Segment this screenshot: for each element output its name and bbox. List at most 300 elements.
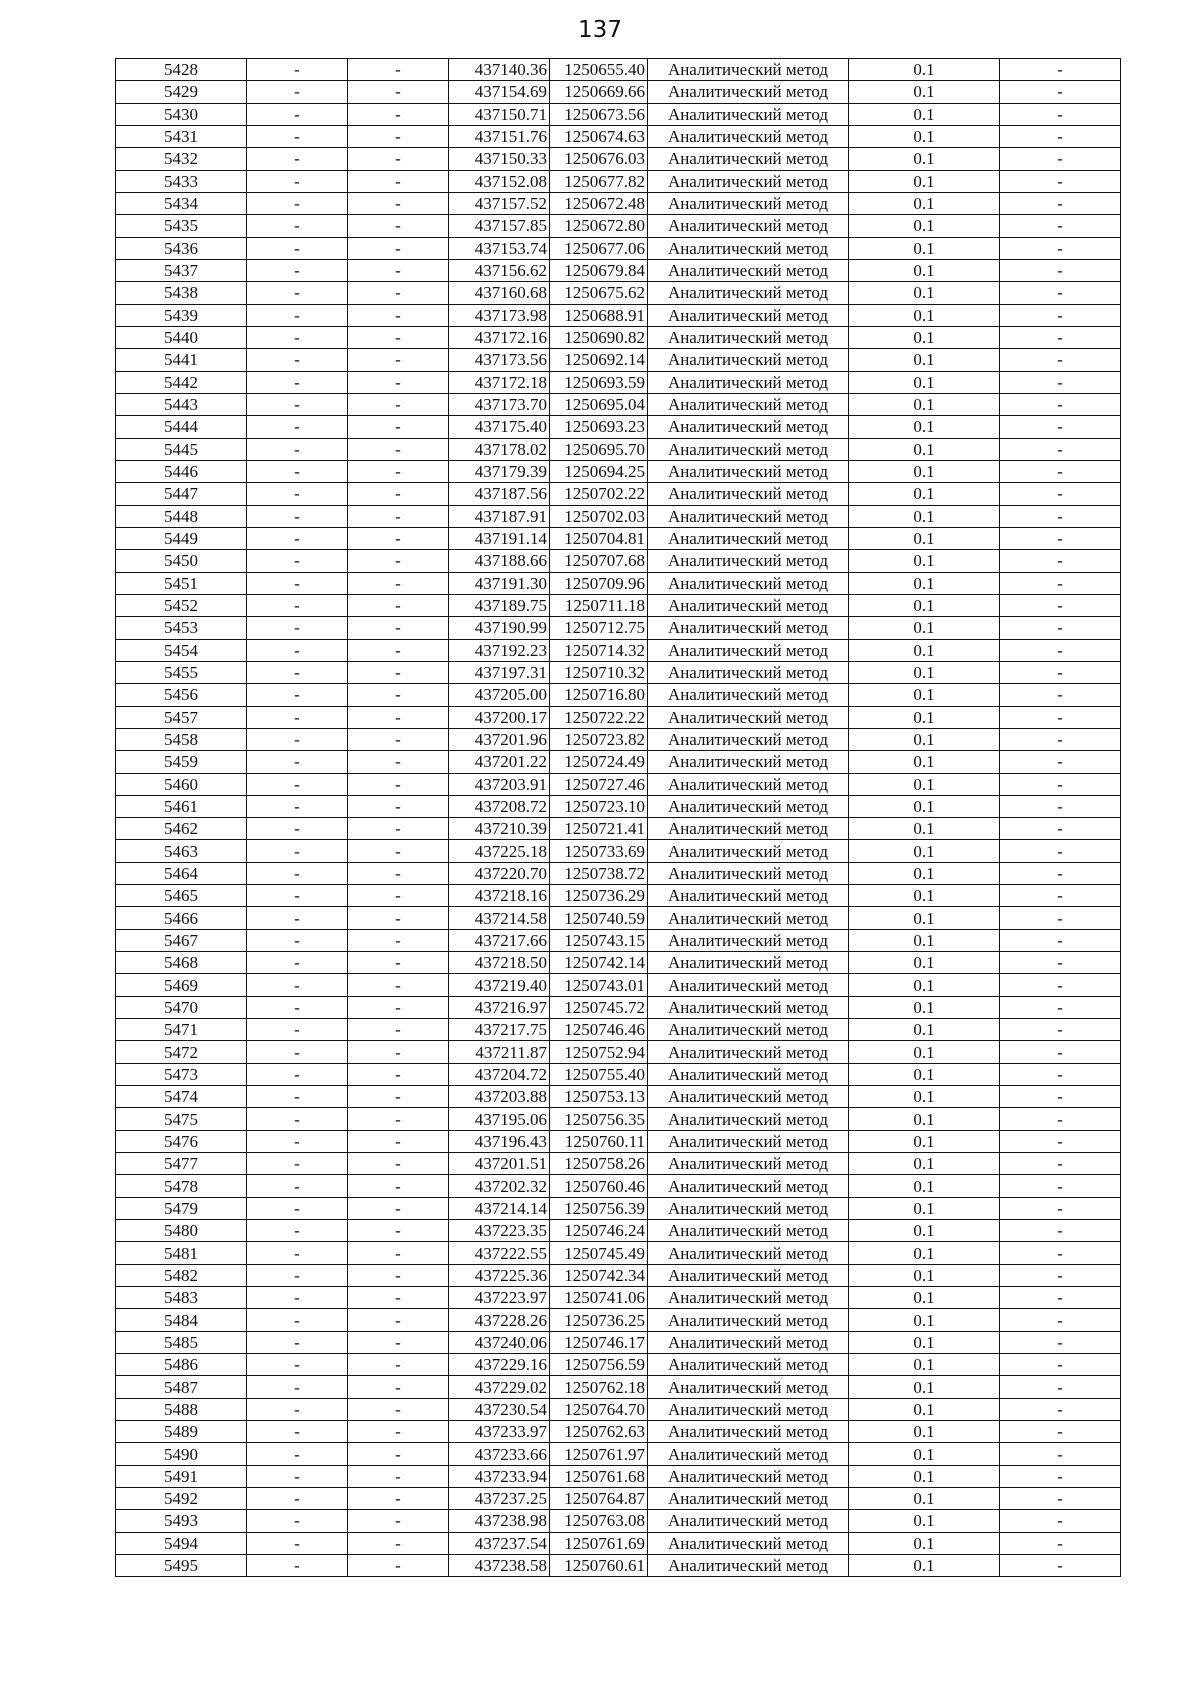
- y-coordinate-cell: 1250746.46: [550, 1019, 648, 1041]
- dash-cell: -: [1000, 170, 1121, 192]
- point-number-cell: 5438: [116, 282, 247, 304]
- accuracy-cell: 0.1: [849, 1264, 1000, 1286]
- point-number-cell: 5466: [116, 907, 247, 929]
- point-number-cell: 5434: [116, 192, 247, 214]
- dash-cell: -: [348, 550, 449, 572]
- dash-cell: -: [348, 215, 449, 237]
- method-cell: Аналитический метод: [648, 237, 849, 259]
- y-coordinate-cell: 1250760.11: [550, 1130, 648, 1152]
- dash-cell: -: [348, 1554, 449, 1576]
- dash-cell: -: [247, 304, 348, 326]
- method-cell: Аналитический метод: [648, 1554, 849, 1576]
- x-coordinate-cell: 437151.76: [449, 125, 550, 147]
- dash-cell: -: [247, 617, 348, 639]
- dash-cell: -: [348, 1242, 449, 1264]
- x-coordinate-cell: 437228.26: [449, 1309, 550, 1331]
- point-number-cell: 5450: [116, 550, 247, 572]
- dash-cell: -: [1000, 1019, 1121, 1041]
- table-row: [116, 1510, 1121, 1532]
- x-coordinate-cell: 437150.71: [449, 103, 550, 125]
- dash-cell: -: [348, 1175, 449, 1197]
- method-cell: Аналитический метод: [648, 661, 849, 683]
- method-cell: Аналитический метод: [648, 148, 849, 170]
- dash-cell: -: [348, 1041, 449, 1063]
- dash-cell: -: [348, 684, 449, 706]
- accuracy-cell: 0.1: [849, 572, 1000, 594]
- accuracy-cell: 0.1: [849, 885, 1000, 907]
- y-coordinate-cell: 1250675.62: [550, 282, 648, 304]
- accuracy-cell: 0.1: [849, 550, 1000, 572]
- dash-cell: -: [348, 974, 449, 996]
- method-cell: Аналитический метод: [648, 1264, 849, 1286]
- method-cell: Аналитический метод: [648, 617, 849, 639]
- dash-cell: -: [348, 1287, 449, 1309]
- dash-cell: -: [247, 1331, 348, 1353]
- table-row: [116, 1086, 1121, 1108]
- x-coordinate-cell: 437187.91: [449, 505, 550, 527]
- dash-cell: -: [247, 818, 348, 840]
- point-number-cell: 5472: [116, 1041, 247, 1063]
- table-row: [116, 1197, 1121, 1219]
- accuracy-cell: 0.1: [849, 1019, 1000, 1041]
- accuracy-cell: 0.1: [849, 1197, 1000, 1219]
- y-coordinate-cell: 1250753.13: [550, 1086, 648, 1108]
- x-coordinate-cell: 437178.02: [449, 438, 550, 460]
- y-coordinate-cell: 1250655.40: [550, 59, 648, 81]
- x-coordinate-cell: 437202.32: [449, 1175, 550, 1197]
- dash-cell: -: [348, 438, 449, 460]
- dash-cell: -: [348, 1019, 449, 1041]
- table-row: [116, 460, 1121, 482]
- dash-cell: -: [247, 661, 348, 683]
- point-number-cell: 5477: [116, 1153, 247, 1175]
- point-number-cell: 5442: [116, 371, 247, 393]
- dash-cell: -: [247, 684, 348, 706]
- dash-cell: -: [247, 773, 348, 795]
- point-number-cell: 5480: [116, 1220, 247, 1242]
- x-coordinate-cell: 437219.40: [449, 974, 550, 996]
- point-number-cell: 5458: [116, 728, 247, 750]
- method-cell: Аналитический метод: [648, 1488, 849, 1510]
- method-cell: Аналитический метод: [648, 81, 849, 103]
- dash-cell: -: [247, 952, 348, 974]
- accuracy-cell: 0.1: [849, 460, 1000, 482]
- dash-cell: -: [247, 974, 348, 996]
- dash-cell: -: [1000, 1398, 1121, 1420]
- method-cell: Аналитический метод: [648, 416, 849, 438]
- accuracy-cell: 0.1: [849, 684, 1000, 706]
- dash-cell: -: [247, 192, 348, 214]
- table-row: [116, 907, 1121, 929]
- y-coordinate-cell: 1250721.41: [550, 818, 648, 840]
- x-coordinate-cell: 437191.14: [449, 527, 550, 549]
- x-coordinate-cell: 437230.54: [449, 1398, 550, 1420]
- method-cell: Аналитический метод: [648, 1019, 849, 1041]
- dash-cell: -: [247, 1376, 348, 1398]
- dash-cell: -: [348, 170, 449, 192]
- y-coordinate-cell: 1250702.03: [550, 505, 648, 527]
- dash-cell: -: [348, 1376, 449, 1398]
- accuracy-cell: 0.1: [849, 527, 1000, 549]
- y-coordinate-cell: 1250756.39: [550, 1197, 648, 1219]
- method-cell: Аналитический метод: [648, 1354, 849, 1376]
- table-row: [116, 1242, 1121, 1264]
- dash-cell: -: [247, 840, 348, 862]
- method-cell: Аналитический метод: [648, 795, 849, 817]
- dash-cell: -: [247, 728, 348, 750]
- table-row: [116, 527, 1121, 549]
- dash-cell: -: [1000, 1376, 1121, 1398]
- point-number-cell: 5452: [116, 594, 247, 616]
- dash-cell: -: [1000, 1465, 1121, 1487]
- dash-cell: -: [348, 1197, 449, 1219]
- dash-cell: -: [247, 1175, 348, 1197]
- dash-cell: -: [348, 862, 449, 884]
- dash-cell: -: [348, 483, 449, 505]
- accuracy-cell: 0.1: [849, 1309, 1000, 1331]
- y-coordinate-cell: 1250733.69: [550, 840, 648, 862]
- y-coordinate-cell: 1250724.49: [550, 751, 648, 773]
- dash-cell: -: [1000, 1510, 1121, 1532]
- point-number-cell: 5454: [116, 639, 247, 661]
- accuracy-cell: 0.1: [849, 974, 1000, 996]
- point-number-cell: 5448: [116, 505, 247, 527]
- y-coordinate-cell: 1250674.63: [550, 125, 648, 147]
- method-cell: Аналитический метод: [648, 1376, 849, 1398]
- point-number-cell: 5453: [116, 617, 247, 639]
- method-cell: Аналитический метод: [648, 304, 849, 326]
- dash-cell: -: [1000, 862, 1121, 884]
- table-row: [116, 1354, 1121, 1376]
- y-coordinate-cell: 1250738.72: [550, 862, 648, 884]
- dash-cell: -: [247, 1220, 348, 1242]
- dash-cell: -: [348, 1130, 449, 1152]
- dash-cell: -: [1000, 1041, 1121, 1063]
- y-coordinate-cell: 1250755.40: [550, 1063, 648, 1085]
- table-row: [116, 282, 1121, 304]
- accuracy-cell: 0.1: [849, 1331, 1000, 1353]
- point-number-cell: 5489: [116, 1421, 247, 1443]
- accuracy-cell: 0.1: [849, 483, 1000, 505]
- y-coordinate-cell: 1250760.46: [550, 1175, 648, 1197]
- y-coordinate-cell: 1250695.04: [550, 393, 648, 415]
- dash-cell: -: [1000, 416, 1121, 438]
- dash-cell: -: [348, 59, 449, 81]
- point-number-cell: 5484: [116, 1309, 247, 1331]
- y-coordinate-cell: 1250764.87: [550, 1488, 648, 1510]
- y-coordinate-cell: 1250693.59: [550, 371, 648, 393]
- dash-cell: -: [1000, 505, 1121, 527]
- y-coordinate-cell: 1250722.22: [550, 706, 648, 728]
- method-cell: Аналитический метод: [648, 1443, 849, 1465]
- method-cell: Аналитический метод: [648, 438, 849, 460]
- point-number-cell: 5487: [116, 1376, 247, 1398]
- y-coordinate-cell: 1250677.82: [550, 170, 648, 192]
- dash-cell: -: [1000, 639, 1121, 661]
- x-coordinate-cell: 437240.06: [449, 1331, 550, 1353]
- x-coordinate-cell: 437172.18: [449, 371, 550, 393]
- dash-cell: -: [348, 1086, 449, 1108]
- dash-cell: -: [1000, 1354, 1121, 1376]
- dash-cell: -: [348, 996, 449, 1018]
- method-cell: Аналитический метод: [648, 1175, 849, 1197]
- accuracy-cell: 0.1: [849, 1488, 1000, 1510]
- dash-cell: -: [348, 907, 449, 929]
- dash-cell: -: [247, 1242, 348, 1264]
- x-coordinate-cell: 437140.36: [449, 59, 550, 81]
- table-row: [116, 170, 1121, 192]
- table-row: [116, 594, 1121, 616]
- table-row: [116, 393, 1121, 415]
- table-row: [116, 617, 1121, 639]
- accuracy-cell: 0.1: [849, 1153, 1000, 1175]
- dash-cell: -: [247, 103, 348, 125]
- method-cell: Аналитический метод: [648, 59, 849, 81]
- x-coordinate-cell: 437229.16: [449, 1354, 550, 1376]
- table-row: [116, 1443, 1121, 1465]
- dash-cell: -: [247, 1554, 348, 1576]
- point-number-cell: 5445: [116, 438, 247, 460]
- dash-cell: -: [348, 1443, 449, 1465]
- dash-cell: -: [247, 483, 348, 505]
- accuracy-cell: 0.1: [849, 639, 1000, 661]
- table-row: [116, 349, 1121, 371]
- x-coordinate-cell: 437203.88: [449, 1086, 550, 1108]
- x-coordinate-cell: 437217.66: [449, 929, 550, 951]
- dash-cell: -: [1000, 751, 1121, 773]
- accuracy-cell: 0.1: [849, 282, 1000, 304]
- accuracy-cell: 0.1: [849, 1108, 1000, 1130]
- dash-cell: -: [348, 728, 449, 750]
- point-number-cell: 5465: [116, 885, 247, 907]
- dash-cell: -: [1000, 728, 1121, 750]
- method-cell: Аналитический метод: [648, 282, 849, 304]
- table-row: [116, 1130, 1121, 1152]
- table-row: [116, 1376, 1121, 1398]
- table-row: [116, 996, 1121, 1018]
- point-number-cell: 5492: [116, 1488, 247, 1510]
- x-coordinate-cell: 437217.75: [449, 1019, 550, 1041]
- table-row: [116, 1331, 1121, 1353]
- method-cell: Аналитический метод: [648, 1331, 849, 1353]
- method-cell: Аналитический метод: [648, 259, 849, 281]
- y-coordinate-cell: 1250673.56: [550, 103, 648, 125]
- dash-cell: -: [348, 885, 449, 907]
- dash-cell: -: [247, 1197, 348, 1219]
- method-cell: Аналитический метод: [648, 728, 849, 750]
- table-row: [116, 371, 1121, 393]
- page-number: 137: [578, 17, 622, 43]
- table-row: [116, 1421, 1121, 1443]
- dash-cell: -: [1000, 81, 1121, 103]
- dash-cell: -: [348, 818, 449, 840]
- dash-cell: -: [1000, 527, 1121, 549]
- dash-cell: -: [247, 885, 348, 907]
- method-cell: Аналитический метод: [648, 1041, 849, 1063]
- x-coordinate-cell: 437189.75: [449, 594, 550, 616]
- x-coordinate-cell: 437223.35: [449, 1220, 550, 1242]
- y-coordinate-cell: 1250752.94: [550, 1041, 648, 1063]
- dash-cell: -: [1000, 125, 1121, 147]
- dash-cell: -: [1000, 661, 1121, 683]
- dash-cell: -: [1000, 460, 1121, 482]
- point-number-cell: 5441: [116, 349, 247, 371]
- dash-cell: -: [348, 706, 449, 728]
- accuracy-cell: 0.1: [849, 862, 1000, 884]
- table-row: [116, 1554, 1121, 1576]
- accuracy-cell: 0.1: [849, 81, 1000, 103]
- point-number-cell: 5493: [116, 1510, 247, 1532]
- dash-cell: -: [348, 304, 449, 326]
- x-coordinate-cell: 437196.43: [449, 1130, 550, 1152]
- x-coordinate-cell: 437190.99: [449, 617, 550, 639]
- method-cell: Аналитический метод: [648, 907, 849, 929]
- accuracy-cell: 0.1: [849, 1242, 1000, 1264]
- accuracy-cell: 0.1: [849, 907, 1000, 929]
- table-row: [116, 1153, 1121, 1175]
- point-number-cell: 5449: [116, 527, 247, 549]
- dash-cell: -: [1000, 1264, 1121, 1286]
- dash-cell: -: [247, 1510, 348, 1532]
- method-cell: Аналитический метод: [648, 1421, 849, 1443]
- accuracy-cell: 0.1: [849, 1063, 1000, 1085]
- table-row: [116, 416, 1121, 438]
- y-coordinate-cell: 1250741.06: [550, 1287, 648, 1309]
- point-number-cell: 5470: [116, 996, 247, 1018]
- dash-cell: -: [348, 81, 449, 103]
- dash-cell: -: [1000, 929, 1121, 951]
- dash-cell: -: [1000, 349, 1121, 371]
- accuracy-cell: 0.1: [849, 1220, 1000, 1242]
- dash-cell: -: [1000, 59, 1121, 81]
- y-coordinate-cell: 1250723.82: [550, 728, 648, 750]
- dash-cell: -: [348, 639, 449, 661]
- x-coordinate-cell: 437197.31: [449, 661, 550, 683]
- x-coordinate-cell: 437225.36: [449, 1264, 550, 1286]
- y-coordinate-cell: 1250694.25: [550, 460, 648, 482]
- point-number-cell: 5440: [116, 326, 247, 348]
- point-number-cell: 5464: [116, 862, 247, 884]
- method-cell: Аналитический метод: [648, 1242, 849, 1264]
- dash-cell: -: [247, 594, 348, 616]
- y-coordinate-cell: 1250763.08: [550, 1510, 648, 1532]
- y-coordinate-cell: 1250736.29: [550, 885, 648, 907]
- table-row: [116, 59, 1121, 81]
- x-coordinate-cell: 437201.96: [449, 728, 550, 750]
- method-cell: Аналитический метод: [648, 929, 849, 951]
- table-row: [116, 1264, 1121, 1286]
- method-cell: Аналитический метод: [648, 996, 849, 1018]
- point-number-cell: 5473: [116, 1063, 247, 1085]
- method-cell: Аналитический метод: [648, 1510, 849, 1532]
- dash-cell: -: [247, 125, 348, 147]
- accuracy-cell: 0.1: [849, 349, 1000, 371]
- method-cell: Аналитический метод: [648, 773, 849, 795]
- point-number-cell: 5490: [116, 1443, 247, 1465]
- dash-cell: -: [348, 617, 449, 639]
- table-row: [116, 751, 1121, 773]
- dash-cell: -: [348, 1331, 449, 1353]
- dash-cell: -: [1000, 1153, 1121, 1175]
- dash-cell: -: [1000, 684, 1121, 706]
- accuracy-cell: 0.1: [849, 773, 1000, 795]
- point-number-cell: 5476: [116, 1130, 247, 1152]
- dash-cell: -: [1000, 259, 1121, 281]
- method-cell: Аналитический метод: [648, 1086, 849, 1108]
- table-row: [116, 840, 1121, 862]
- accuracy-cell: 0.1: [849, 170, 1000, 192]
- x-coordinate-cell: 437233.66: [449, 1443, 550, 1465]
- x-coordinate-cell: 437156.62: [449, 259, 550, 281]
- table-row: [116, 728, 1121, 750]
- method-cell: Аналитический метод: [648, 192, 849, 214]
- accuracy-cell: 0.1: [849, 393, 1000, 415]
- dash-cell: -: [247, 929, 348, 951]
- accuracy-cell: 0.1: [849, 416, 1000, 438]
- y-coordinate-cell: 1250676.03: [550, 148, 648, 170]
- dash-cell: -: [1000, 483, 1121, 505]
- point-number-cell: 5436: [116, 237, 247, 259]
- point-number-cell: 5459: [116, 751, 247, 773]
- dash-cell: -: [348, 1220, 449, 1242]
- x-coordinate-cell: 437216.97: [449, 996, 550, 1018]
- dash-cell: -: [348, 929, 449, 951]
- accuracy-cell: 0.1: [849, 505, 1000, 527]
- dash-cell: -: [247, 237, 348, 259]
- x-coordinate-cell: 437152.08: [449, 170, 550, 192]
- dash-cell: -: [348, 1398, 449, 1420]
- table-row: [116, 326, 1121, 348]
- method-cell: Аналитический метод: [648, 103, 849, 125]
- y-coordinate-cell: 1250743.01: [550, 974, 648, 996]
- x-coordinate-cell: 437154.69: [449, 81, 550, 103]
- x-coordinate-cell: 437223.97: [449, 1287, 550, 1309]
- dash-cell: -: [348, 795, 449, 817]
- table-row: [116, 192, 1121, 214]
- table-row: [116, 1398, 1121, 1420]
- table-row: [116, 1309, 1121, 1331]
- x-coordinate-cell: 437238.98: [449, 1510, 550, 1532]
- dash-cell: -: [1000, 594, 1121, 616]
- dash-cell: -: [348, 840, 449, 862]
- accuracy-cell: 0.1: [849, 1086, 1000, 1108]
- dash-cell: -: [1000, 326, 1121, 348]
- table-row: [116, 125, 1121, 147]
- dash-cell: -: [247, 1309, 348, 1331]
- table-row: [116, 1532, 1121, 1554]
- y-coordinate-cell: 1250727.46: [550, 773, 648, 795]
- y-coordinate-cell: 1250740.59: [550, 907, 648, 929]
- y-coordinate-cell: 1250716.80: [550, 684, 648, 706]
- dash-cell: -: [247, 1421, 348, 1443]
- method-cell: Аналитический метод: [648, 1287, 849, 1309]
- x-coordinate-cell: 437237.25: [449, 1488, 550, 1510]
- dash-cell: -: [247, 907, 348, 929]
- y-coordinate-cell: 1250695.70: [550, 438, 648, 460]
- dash-cell: -: [247, 438, 348, 460]
- accuracy-cell: 0.1: [849, 125, 1000, 147]
- method-cell: Аналитический метод: [648, 1130, 849, 1152]
- dash-cell: -: [247, 1465, 348, 1487]
- y-coordinate-cell: 1250742.14: [550, 952, 648, 974]
- y-coordinate-cell: 1250762.18: [550, 1376, 648, 1398]
- point-number-cell: 5474: [116, 1086, 247, 1108]
- y-coordinate-cell: 1250736.25: [550, 1309, 648, 1331]
- x-coordinate-cell: 437179.39: [449, 460, 550, 482]
- x-coordinate-cell: 437214.14: [449, 1197, 550, 1219]
- y-coordinate-cell: 1250710.32: [550, 661, 648, 683]
- dash-cell: -: [348, 192, 449, 214]
